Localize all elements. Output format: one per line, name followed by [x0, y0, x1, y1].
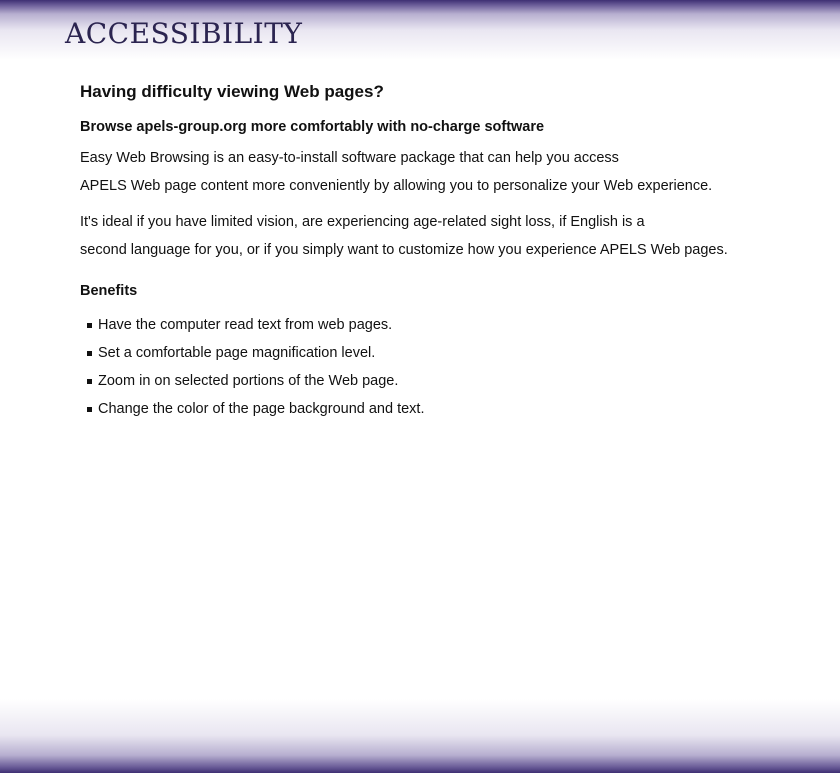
audience-paragraph-line: second language for you, or if you simply want to customize how you experience APELS Web pages.: [80, 242, 728, 258]
audience-paragraph-line: It's ideal if you have limited vision, are experiencing age-related sight loss, if English is a: [80, 214, 645, 230]
square-bullet-icon: [87, 379, 92, 384]
intro-paragraph-line: APELS Web page content more conveniently by allowing you to personalize your Web experience.: [80, 178, 713, 194]
list-item: [87, 339, 780, 367]
list-item-text: Set a comfortable page magnification level.: [98, 345, 376, 361]
list-item-text: Have the computer read text from web pages.: [98, 317, 393, 333]
intro-paragraph-line: Easy Web Browsing is an easy-to-install software package that can help you access: [80, 150, 619, 166]
benefits-list: [80, 311, 780, 423]
intro-paragraph: [80, 144, 780, 200]
footer-gradient-band: [0, 695, 840, 773]
square-bullet-icon: [87, 351, 92, 356]
audience-paragraph: [80, 208, 780, 264]
list-item-text: Zoom in on selected portions of the Web page.: [98, 373, 399, 389]
list-item: [87, 395, 780, 423]
list-item-text: Change the color of the page background and text.: [98, 401, 425, 417]
list-item: [87, 367, 780, 395]
square-bullet-icon: [87, 323, 92, 328]
benefits-heading: Benefits: [80, 283, 138, 299]
section-heading: Having difficulty viewing Web pages?: [80, 82, 384, 101]
section-subheading: Browse apels-group.org more comfortably with no-charge software: [80, 119, 545, 135]
square-bullet-icon: [87, 407, 92, 412]
list-item: [87, 311, 780, 339]
main-content: [80, 80, 780, 423]
page-title: ACCESSIBILITY: [65, 17, 303, 50]
